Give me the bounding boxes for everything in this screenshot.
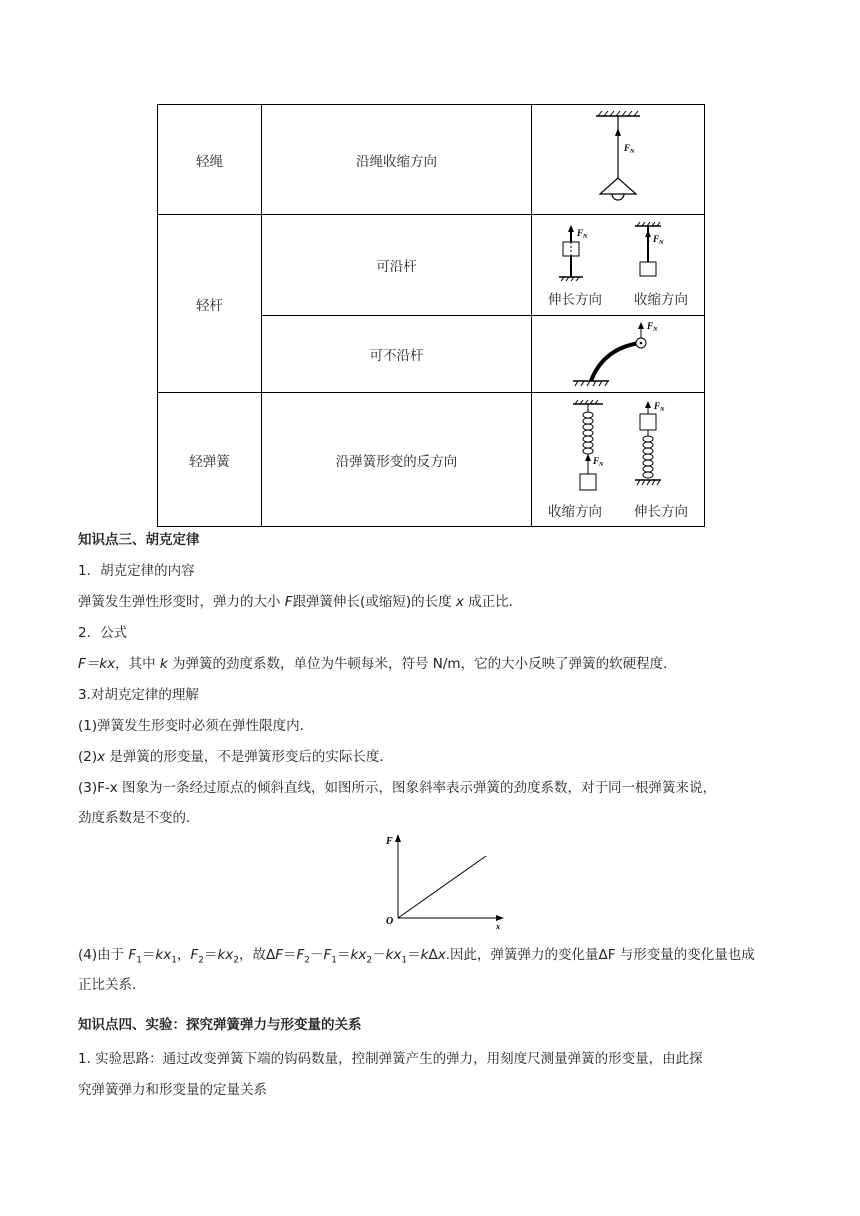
graph-x-label: x <box>496 922 500 931</box>
rod-caption-extend: 伸长方向 <box>548 292 602 308</box>
section4-p1-line1: 1. 实验思路：通过改变弹簧下端的钩码数量，控制弹簧产生的弹力，用刻度尺测量弹簧的形变量，由此探 <box>78 1051 703 1067</box>
svg-text:FN: $F_N$ <box>577 228 588 240</box>
graph-y-label: F <box>386 836 393 847</box>
spring-figure <box>543 400 693 498</box>
spring-diagram <box>532 393 705 527</box>
force-direction-table <box>157 104 705 527</box>
section3-p3-title: 3.对胡克定律的理解 <box>78 687 199 703</box>
section3-p2-text: F＝kx，其中 k 为弹簧的劲度系数，单位为牛顿每米，符号 N/m，它的大小反映了弹簧的软硬程度． <box>78 656 677 672</box>
spring-caption-extend: 伸长方向 <box>634 503 688 520</box>
f-x-graph <box>378 832 510 932</box>
section3-heading: 知识点三、胡克定律 <box>78 532 200 548</box>
rope-lamp-diagram <box>532 105 705 215</box>
svg-text:FN: $F_N$ <box>624 142 635 155</box>
row-rope-type: 轻绳 <box>158 105 262 215</box>
svg-text:FN: $F_N$ <box>647 321 658 333</box>
rod-caption-compress: 收缩方向 <box>634 292 688 308</box>
rod-along-figure <box>543 222 693 284</box>
section4-p1-line2: 究弹簧弹力和形变量的定量关系 <box>78 1082 267 1098</box>
svg-text:FN: $F_N$ <box>654 400 665 413</box>
spring-caption-compress: 收缩方向 <box>548 503 602 520</box>
row-rod-along: 可沿杆 <box>262 215 532 316</box>
row-rod-not-along: 可不沿杆 <box>262 316 532 393</box>
bent-rod-figure <box>563 319 673 389</box>
graph-origin-label: O <box>386 916 394 927</box>
section4-heading: 知识点四、实验：探究弹簧弹力与形变量的关系 <box>78 1017 362 1033</box>
section3-item3-line1: (3)F-x 图象为一条经过原点的倾斜直线，如图所示，图象斜率表示弹簧的劲度系数，对于同一根弹簧来说， <box>78 780 717 796</box>
section3-item2: (2)x 是弹簧的形变量，不是弹簧形变后的实际长度． <box>78 749 393 765</box>
rod-along-diagram <box>532 215 705 316</box>
svg-text:FN: $F_N$ <box>593 455 604 468</box>
section3-p2-title: 2．公式 <box>78 625 128 641</box>
row-spring-type: 轻弹簧 <box>158 393 262 527</box>
section3-p1-text: 弹簧发生弹性形变时，弹力的大小 F跟弹簧伸长(或缩短)的长度 x 成正比． <box>78 594 523 610</box>
section3-item1: (1)弹簧发生形变时必须在弹性限度内． <box>78 718 314 734</box>
section3-item3-line2: 劲度系数是不变的． <box>78 810 200 826</box>
row-spring-direction: 沿弹簧形变的反方向 <box>262 393 532 527</box>
section3-p1-title: 1．胡克定律的内容 <box>78 563 195 579</box>
section3-item4-line1: (4)由于 $F_1=kx_1$，$F_2=kx_2$，故$\Delta F=F_2-F_1=kx_2-kx_1=k\Delta x$.因此，弹簧弹力的变化量ΔF 与形变量的变化量也成 <box>78 947 755 966</box>
rope-lamp-figure <box>578 110 658 210</box>
row-rod-type: 轻杆 <box>158 215 262 393</box>
rod-bent-diagram <box>532 316 705 393</box>
svg-text:FN: $F_N$ <box>653 234 664 246</box>
section3-item4-line2: 正比关系． <box>78 977 146 993</box>
row-rope-direction: 沿绳收缩方向 <box>262 105 532 215</box>
